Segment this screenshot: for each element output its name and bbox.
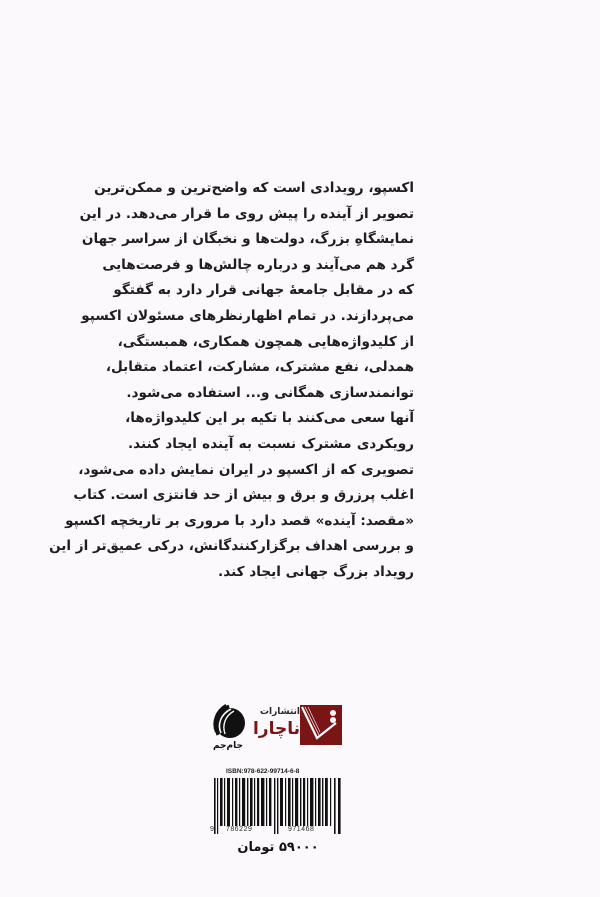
blurb-text: [49, 176, 414, 586]
blurb-line: نمایشگاهِ بزرگ، دولت‌ها و نخبگان از سراسر جهان: [81, 231, 414, 248]
blurb-line: که در مقابل جامعهٔ جهانی قرار دارد به گفتگو: [113, 282, 414, 299]
jamejam-publisher-logo: [205, 700, 251, 756]
blurb-line: رویداد بزرگ جهانی ایجاد کند.: [218, 563, 414, 580]
blurb-line: از کلیدواژه‌هایی همچون همکاری، همبستگی،: [117, 333, 414, 350]
barcode-digits-right: 971468: [288, 826, 315, 833]
blurb-line: رویکردی مشترک نسبت به آینده ایجاد کنند.: [128, 435, 414, 452]
blurb-line: اغلب پرزرق و برق و بیش از حد فانتزی است. کتاب: [73, 487, 414, 504]
blurb-line: و بررسی اهداف برگزارکنندگانش، درکی عمیق‌تر از این: [49, 538, 414, 555]
barcode-digit-first: 9: [210, 826, 214, 833]
jamejam-label: جام‌جم: [212, 741, 243, 751]
barcode-digits-left: 786229: [226, 826, 253, 833]
blurb-line: اکسپو، رویدادی است که واضح‌ترین و ممکن‌ترین: [94, 180, 414, 196]
open-book-logo-icon: [300, 705, 342, 745]
blurb-line: تصویری که از اکسپو در ایران نمایش داده می‌شود،: [78, 461, 414, 478]
nachara-label-small: انتشارات: [260, 707, 300, 717]
globe-logo-icon: [209, 702, 247, 740]
blurb-line: تصویر از آینده را پیش روی ما قرار می‌دهد. در این: [79, 205, 414, 222]
nachara-publisher-logo: [252, 703, 342, 747]
blurb-line: توانمندسازی همگانی و... استفاده می‌شود.: [126, 384, 414, 401]
nachara-label-big: ناچارا: [252, 719, 300, 739]
blurb-line: گرد هم می‌آیند و درباره چالش‌ها و فرصت‌هایی: [102, 256, 414, 273]
isbn-label: ISBN:978-622-99714-6-8: [226, 768, 300, 775]
price-label: ۵۹۰۰۰ تومان: [237, 840, 319, 855]
blurb-line: «مقصد: آینده» قصد دارد با مروری بر تاریخچه اکسپو: [65, 512, 414, 529]
isbn-barcode: [210, 768, 344, 840]
blurb-line: می‌پردازند. در تمام اظهارنظرهای مسئولان اکسپو: [81, 307, 414, 324]
nachara-wordmark: [252, 703, 300, 747]
blurb-line: همدلی، نفع مشترک، مشارکت، اعتماد متقابل،: [105, 359, 414, 376]
blurb-line: آنها سعی می‌کنند با تکیه بر این کلیدواژه‌ها،: [125, 410, 414, 427]
